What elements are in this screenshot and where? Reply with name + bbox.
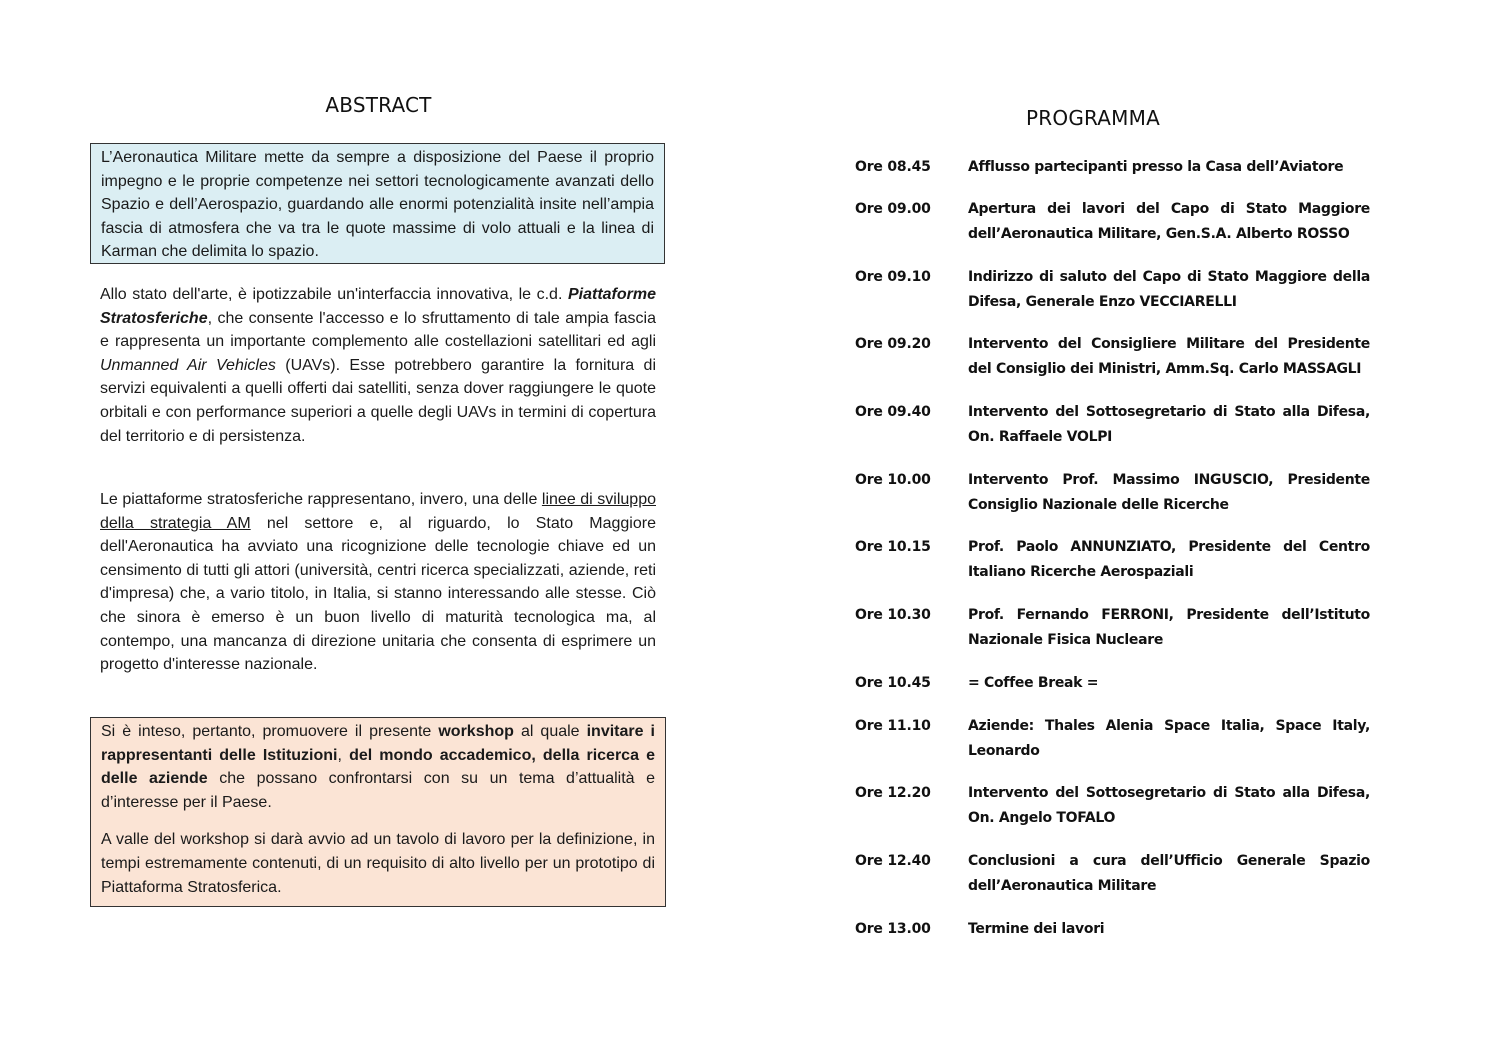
programma-description: Afflusso partecipanti presso la Casa dell’Aviatore [968, 159, 1344, 175]
programma-description: Prof. Fernando FERRONI, Presidente dell’Istituto Nazionale Fisica Nucleare [968, 607, 1370, 648]
w1-bold-mondo: del mondo accademico, della ricerca e delle aziende [101, 746, 655, 788]
programma-heading: PROGRAMMA [1026, 106, 1160, 130]
abstract-heading: ABSTRACT [325, 93, 432, 117]
programma-time: Ore 09.20 [855, 336, 931, 352]
w1-bold-istituzioni: invitare i rappresentanti delle Istituzioni [101, 723, 655, 764]
w1-text-g: che possano confrontarsi con su un tema d’attualità e d’interesse per il Paese. [101, 770, 656, 811]
programma-description: Prof. Paolo ANNUNZIATO, Presidente del Centro Italiano Ricerche Aerospaziali [968, 539, 1370, 580]
w1-text-a: Si è inteso, pertanto, promuovere il presente [101, 723, 439, 740]
programma-description: Intervento Prof. Massimo INGUSCIO, Presidente Consiglio Nazionale delle Ricerche [968, 472, 1370, 513]
programma-description: Intervento del Sottosegretario di Stato alla Difesa, On. Raffaele VOLPI [968, 404, 1370, 445]
programma-description: Aziende: Thales Alenia Space Italia, Space Italy, Leonardo [968, 718, 1370, 759]
programma-description: Intervento del Sottosegretario di Stato alla Difesa, On. Angelo TOFALO [968, 785, 1370, 826]
p1-text-c: , che consente l'accesso e lo sfruttamento di tale ampia fascia e rappresenta un importante complemento alle costellazioni satellitari ed agli [100, 309, 656, 351]
programma-description: Termine dei lavori [968, 921, 1105, 937]
p2-text-a: Le piattaforme stratosferiche rappresentano, invero, una delle [100, 491, 542, 508]
programma-time: Ore 10.15 [855, 539, 931, 555]
programma-time: Ore 08.45 [855, 159, 931, 175]
abstract-paragraph-2 [100, 488, 656, 677]
programma-time: Ore 10.30 [855, 607, 931, 623]
programma-time: Ore 10.00 [855, 472, 931, 488]
programma-description: Conclusioni a cura dell’Ufficio Generale Spazio dell’Aeronautica Militare [968, 853, 1370, 894]
abstract-intro-box [90, 143, 665, 264]
programma-time: Ore 10.45 [855, 675, 931, 691]
programma-description: = Coffee Break = [968, 675, 1099, 691]
programma-time: Ore 12.20 [855, 785, 931, 801]
w1-text-e: , [337, 746, 350, 764]
programma-description: Apertura dei lavori del Capo di Stato Maggiore dell’Aeronautica Militare, Gen.S.A. Alberto ROSSO [968, 201, 1370, 242]
w1-bold-workshop: workshop [438, 723, 514, 740]
workshop-paragraph-2: A valle del workshop si darà avvio ad un tavolo di lavoro per la definizione, in tempi estremamente contenuti, di un requisito di alto livello per un prototipo di Piattaforma Stratosferica. [101, 831, 655, 896]
programma-time: Ore 09.00 [855, 201, 931, 217]
w1-text-c: al quale [513, 723, 587, 740]
programma-description: Intervento del Consigliere Militare del Presidente del Consiglio dei Ministri, Amm.Sq. Carlo MASSAGLI [968, 336, 1370, 377]
programma-time: Ore 13.00 [855, 921, 931, 937]
p1-text-e: (UAVs). Esse potrebbero garantire la fornitura di servizi equivalenti a quelli offerti dai satelliti, senza dover raggiungere le quote orbitali e con performance superiori a quelle degli UAVs in termini di copertura del territorio e di persistenza. [100, 356, 657, 445]
abstract-intro-text: L’Aeronautica Militare mette da sempre a disposizione del Paese il proprio impegno e le proprie competenze nei settori tecnologicamente avanzati dello Spazio e dell’Aerospazio, guardando alle enormi potenzialità insite nell’ampia fascia di atmosfera che va tra le quote massime di volo attuali e la linea di Karman che delimita lo spazio. [101, 149, 654, 261]
p1-text-a: Allo stato dell'arte, è ipotizzabile un'interfaccia innovativa, le c.d. [100, 286, 568, 303]
workshop-paragraph-1 [101, 720, 655, 814]
p1-italic-term: Unmanned Air Vehicles [100, 356, 276, 374]
programma-time: Ore 12.40 [855, 853, 931, 869]
abstract-paragraph-1 [100, 283, 656, 448]
programma-time: Ore 09.10 [855, 269, 931, 285]
programma-description: Indirizzo di saluto del Capo di Stato Maggiore della Difesa, Generale Enzo VECCIARELLI [968, 269, 1370, 310]
p2-underlined-term: linee di sviluppo della strategia AM [100, 491, 656, 532]
programma-time: Ore 11.10 [855, 718, 931, 734]
p1-bold-term: Piattaforme Stratosferiche [100, 286, 656, 327]
p2-text-c: nel settore e, al riguardo, lo Stato Maggiore dell'Aeronautica ha avviato una ricognizione delle tecnologie chiave ed un censimento di tutti gli attori (università, centri ricerca specializzati, aziende, reti d'impresa) che, a vario titolo, in Italia, si stanno interessando alle stesse. Ciò che sinora è emerso è un buon livello di maturità tecnologica ma, al contempo, una mancanza di direzione unitaria che consenta di esprimere un progetto d'interesse nazionale. [100, 514, 656, 674]
workshop-box [90, 717, 666, 907]
programma-time: Ore 09.40 [855, 404, 931, 420]
